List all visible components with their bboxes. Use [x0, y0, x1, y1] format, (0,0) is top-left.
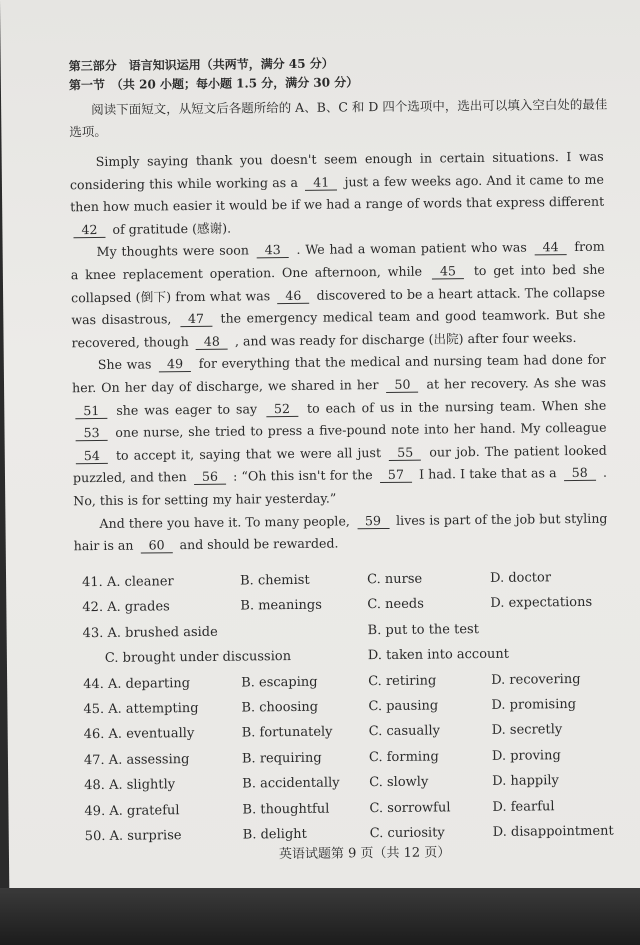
options-list	[82, 570, 625, 855]
option-choice: C. needs	[367, 596, 424, 613]
option-choice: D. expectations	[490, 595, 593, 612]
passage-text: Simply saying thank you doesn't seem enough in certain situations. I was considering this while working as a	[69, 148, 604, 192]
option-choice: B. accidentally	[242, 775, 340, 792]
passage-text: : “Oh this isn't for the	[233, 467, 373, 484]
passage-paragraph	[70, 146, 605, 242]
blank-49: 49	[159, 357, 191, 372]
option-choice: 50. A. surprise	[84, 828, 182, 845]
passage-text: she was eager to say	[116, 400, 258, 418]
option-choice: B. chemist	[240, 572, 310, 589]
passage-text: lives is part of the job but styling hair is an	[73, 510, 608, 554]
blank-59: 59	[357, 513, 389, 528]
passage-text: My thoughts were soon	[96, 242, 250, 260]
option-choice: D. secretly	[491, 722, 563, 739]
option-choice: 41. A. cleaner	[82, 574, 174, 591]
option-choice: B. fortunately	[241, 724, 333, 741]
blank-43: 43	[257, 243, 289, 258]
option-choice: B. delight	[242, 826, 307, 843]
option-choice: 45. A. attempting	[83, 700, 199, 718]
passage-paragraph	[72, 349, 608, 513]
blank-51: 51	[75, 403, 107, 418]
option-choice: C. forming	[368, 749, 439, 765]
section-title: 第一节 （共 20 小题；每小题 1.5 分，满分 30 分）	[68, 75, 359, 93]
blank-50: 50	[386, 378, 418, 393]
option-choice: 44. A. departing	[83, 675, 191, 692]
option-choice: B. put to the test	[367, 621, 479, 638]
option-choice: 46. A. eventually	[83, 726, 195, 743]
passage-text: of gratitude (感谢).	[112, 220, 232, 237]
blank-55: 55	[389, 445, 421, 460]
passage-text: . No, this is for setting my hair yesterday.”	[73, 464, 608, 509]
option-choice: C. casually	[368, 723, 440, 740]
blank-44: 44	[535, 240, 567, 255]
passage-text: to each of us in the nursing team. When she	[306, 397, 607, 416]
option-choice: D. taken into account	[367, 646, 510, 664]
blank-42: 42	[73, 223, 105, 238]
instructions: 阅读下面短文，从短文后各题所给的 A、B、C 和 D 四个选项中，选出可以填入空白处的最佳选项。	[69, 96, 608, 140]
passage-text: just a few weeks ago. And it came to me then how much easier it would be if we had a range of words that express different	[70, 171, 605, 215]
option-choice: D. happily	[492, 773, 559, 790]
blank-53: 53	[75, 426, 107, 441]
option-choice: C. nurse	[367, 571, 423, 588]
blank-54: 54	[76, 449, 108, 464]
passage-text: the emergency medical team and good teamwork. But she recovered, though	[71, 306, 606, 351]
option-choice: 42. A. grades	[82, 599, 170, 616]
passage-text: She was	[97, 356, 152, 373]
cloze-passage	[70, 146, 608, 558]
option-choice: C. retiring	[368, 673, 437, 689]
passage-text: for everything that the medical and nursing team had done for her. On her day of discharge, we shared in her	[71, 352, 606, 396]
option-choice: B. choosing	[241, 699, 319, 716]
option-choice: B. thoughtful	[242, 801, 330, 818]
option-choice: C. curiosity	[369, 825, 445, 842]
photo-background	[0, 888, 640, 945]
section-header	[69, 54, 359, 95]
blank-52: 52	[266, 401, 298, 416]
passage-text: And there you have it. To many people,	[99, 512, 350, 531]
option-choice: D. recovering	[491, 671, 581, 688]
option-choice: D. proving	[491, 747, 561, 764]
option-choice: 43. A. brushed aside	[82, 624, 218, 641]
option-choice: C. slowly	[369, 774, 429, 791]
blank-41: 41	[305, 175, 337, 190]
passage-paragraph	[73, 507, 607, 558]
option-choice: C. pausing	[368, 698, 439, 715]
passage-text: one nurse, she tried to press a five-pound note into her hand. My colleague	[115, 419, 607, 440]
page-footer: 英语试题第 9 页（共 12 页）	[278, 845, 451, 863]
option-choice: 47. A. assessing	[83, 751, 190, 768]
passage-text: and should be rewarded.	[179, 535, 339, 553]
passage-text: discovered to be a heart attack. The collapse was disastrous,	[71, 284, 606, 328]
passage-text: . We had a woman patient who was	[296, 239, 527, 258]
passage-text: at her recovery. As she was	[426, 374, 607, 392]
blank-60: 60	[140, 538, 172, 553]
option-choice: D. fearful	[492, 798, 555, 815]
blank-48: 48	[196, 334, 228, 349]
blank-47: 47	[180, 312, 212, 327]
option-choice: D. disappointment	[492, 823, 614, 840]
option-choice: D. promising	[491, 696, 577, 713]
part-title: 第三部分 语言知识运用（共两节，满分 45 分）	[68, 56, 334, 74]
passage-text: I had. I take that as a	[419, 465, 557, 482]
passage-text: to get into bed she collapsed (倒下) from what was	[71, 261, 605, 305]
option-choice: D. doctor	[490, 570, 552, 586]
option-choice: C. brought under discussion	[104, 649, 292, 667]
option-choice: C. sorrowful	[369, 799, 451, 816]
passage-paragraph	[71, 236, 606, 355]
option-choice: 48. A. slightly	[84, 777, 176, 794]
option-choice: 49. A. grateful	[84, 802, 180, 819]
blank-58: 58	[564, 466, 596, 481]
blank-45: 45	[432, 264, 464, 279]
option-choice: B. requiring	[241, 750, 322, 767]
blank-46: 46	[277, 288, 309, 303]
option-choice: B. meanings	[240, 598, 322, 614]
option-choice: B. escaping	[241, 674, 318, 691]
passage-text: , and was ready for discharge (出院) after four weeks.	[234, 329, 577, 349]
blank-56: 56	[194, 470, 226, 485]
passage-text: our job. The patient looked puzzled, and then	[72, 442, 607, 486]
blank-57: 57	[380, 468, 412, 483]
passage-text: to accept it, saying that we were all just	[115, 444, 382, 463]
passage-text: from a knee replacement operation. One afternoon, while	[70, 239, 605, 283]
